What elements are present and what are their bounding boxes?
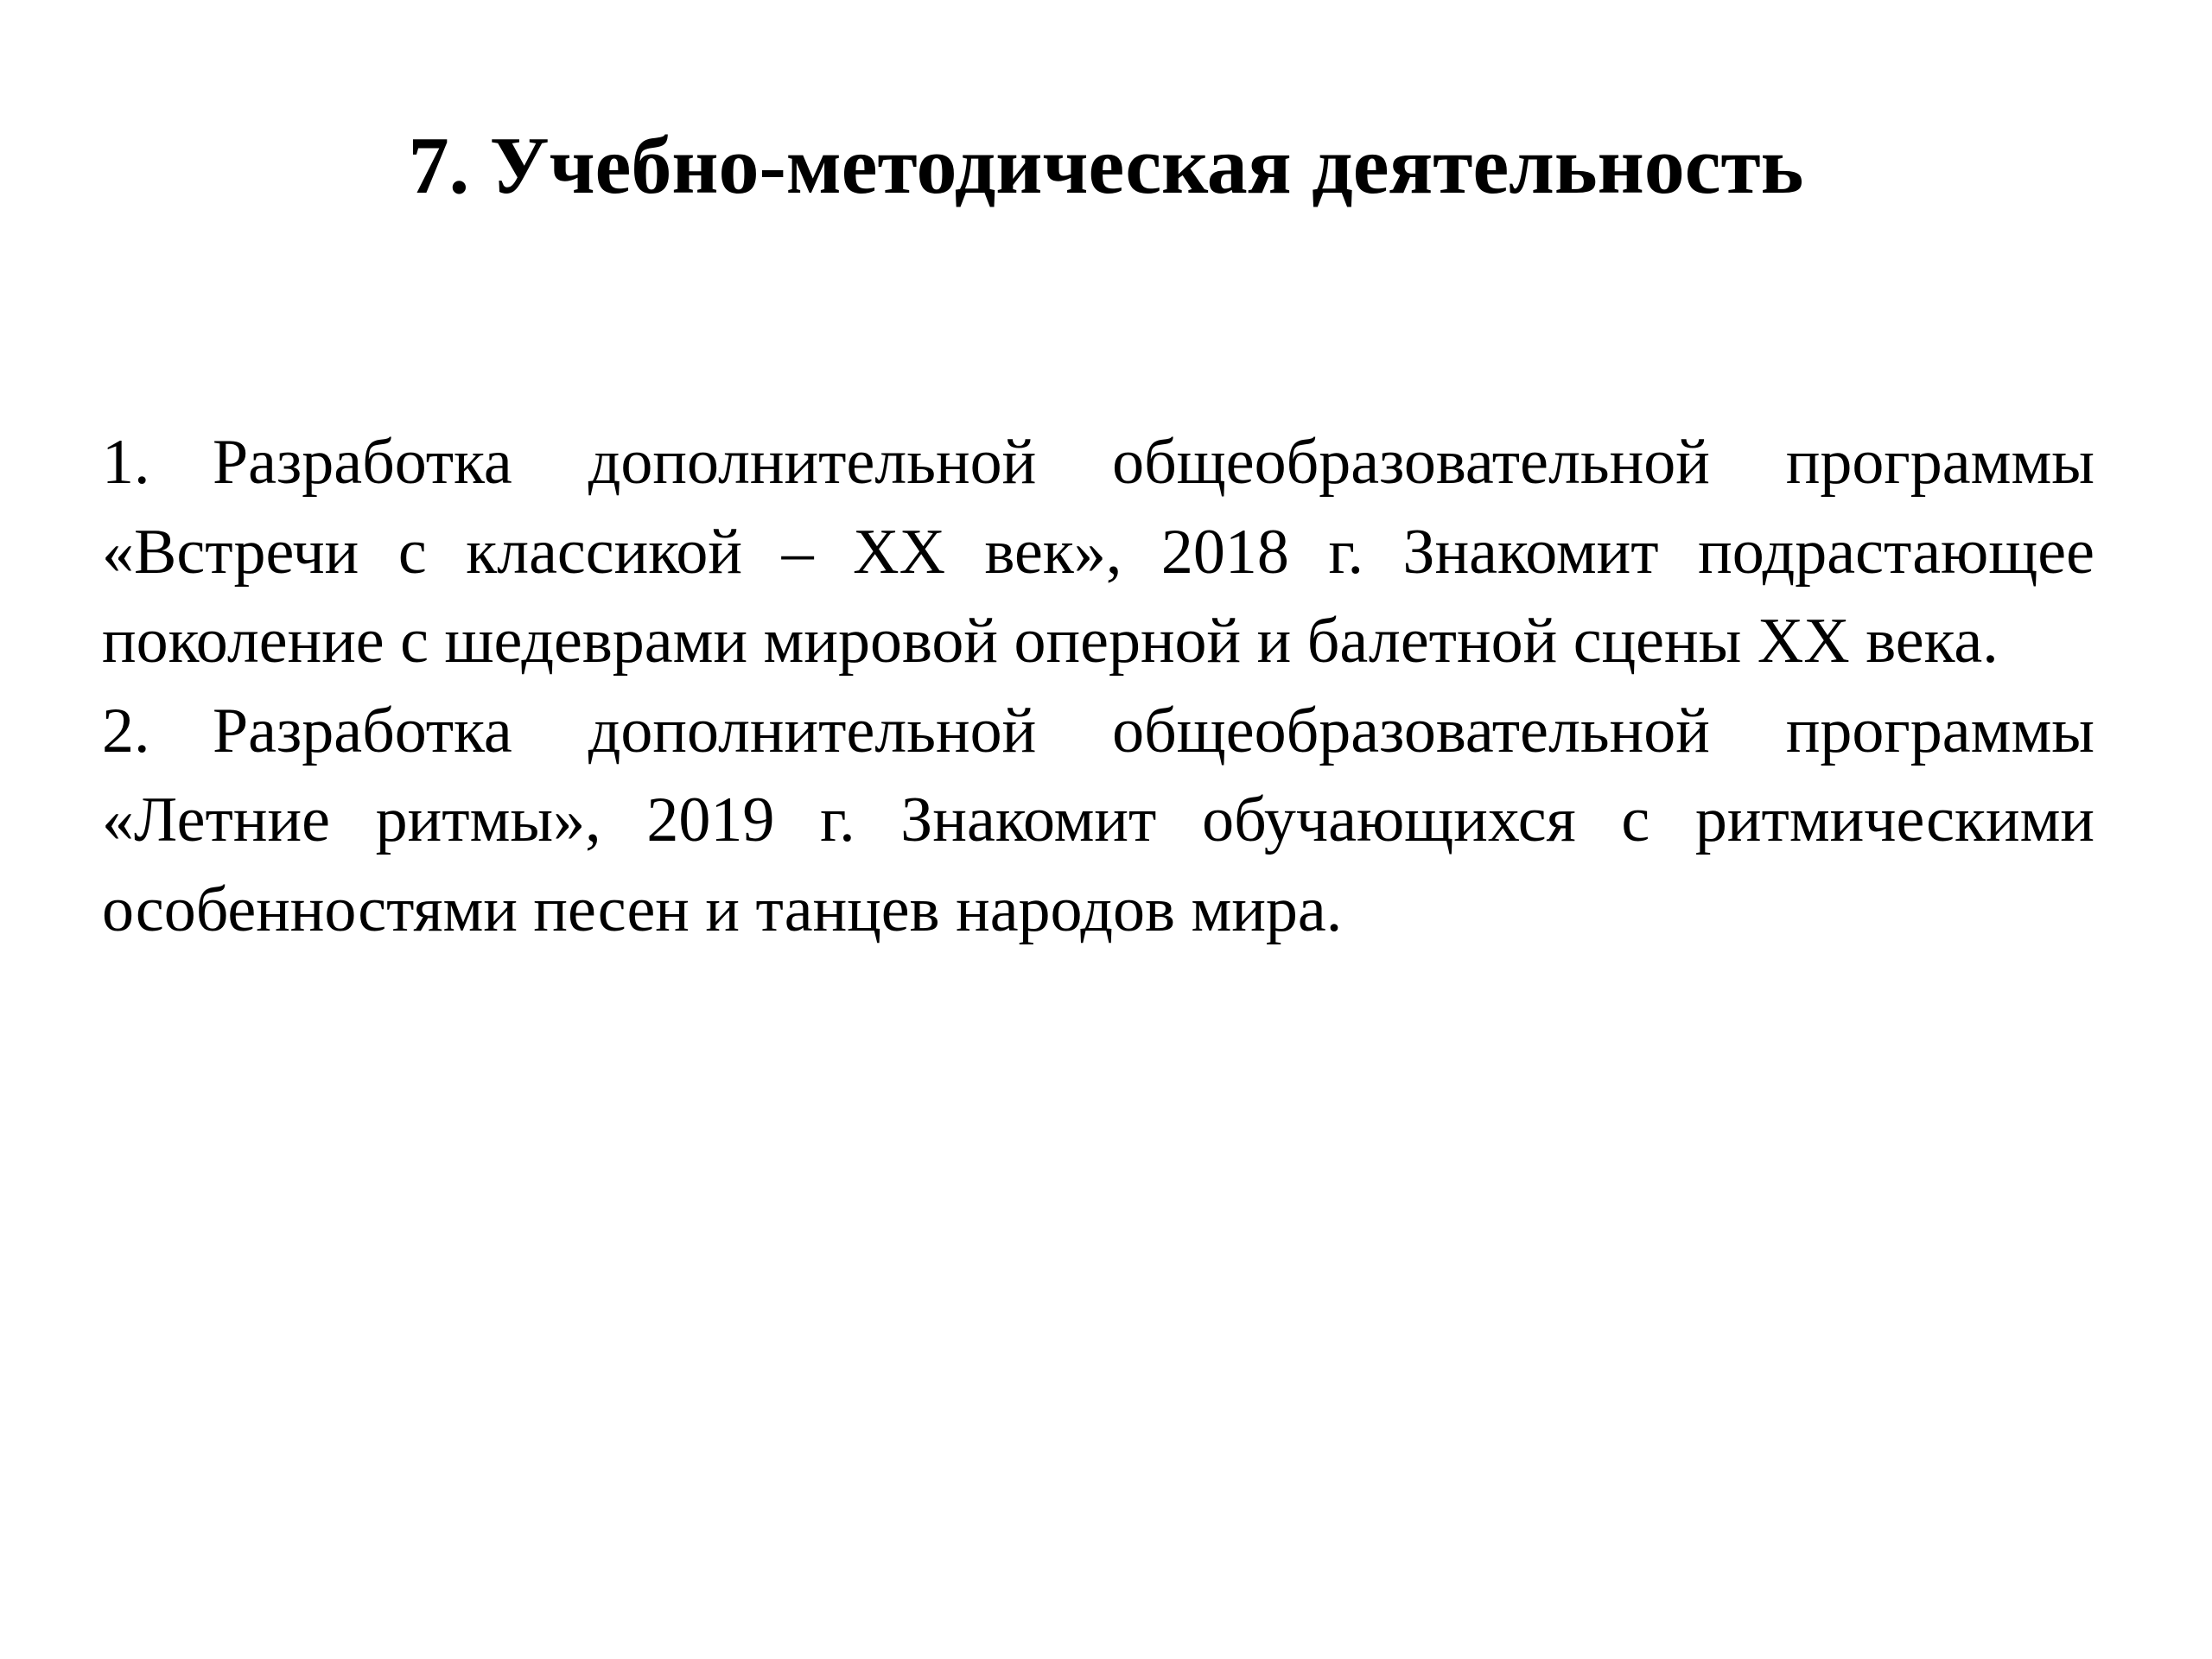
list-item-text: Разработка дополнительной общеобразовательной программы «Встречи с классикой – ХХ век», 2018 г. Знакомит подрастающее поколение с шедеврами мировой оперной и балетной сцены ХХ века. <box>102 427 2094 677</box>
list-item-number: 1. <box>102 427 150 498</box>
item-list <box>102 418 2094 955</box>
list-item-text: Разработка дополнительной общеобразовательной программы «Летние ритмы», 2019 г. Знакомит обучающихся с ритмическими особенностями песен и танцев народов мира. <box>102 695 2094 945</box>
list-item <box>102 687 2094 956</box>
slide-title: 7. Учебно-методическая деятельность <box>408 121 1804 211</box>
list-item-number: 2. <box>102 695 150 766</box>
list-item <box>102 418 2094 687</box>
